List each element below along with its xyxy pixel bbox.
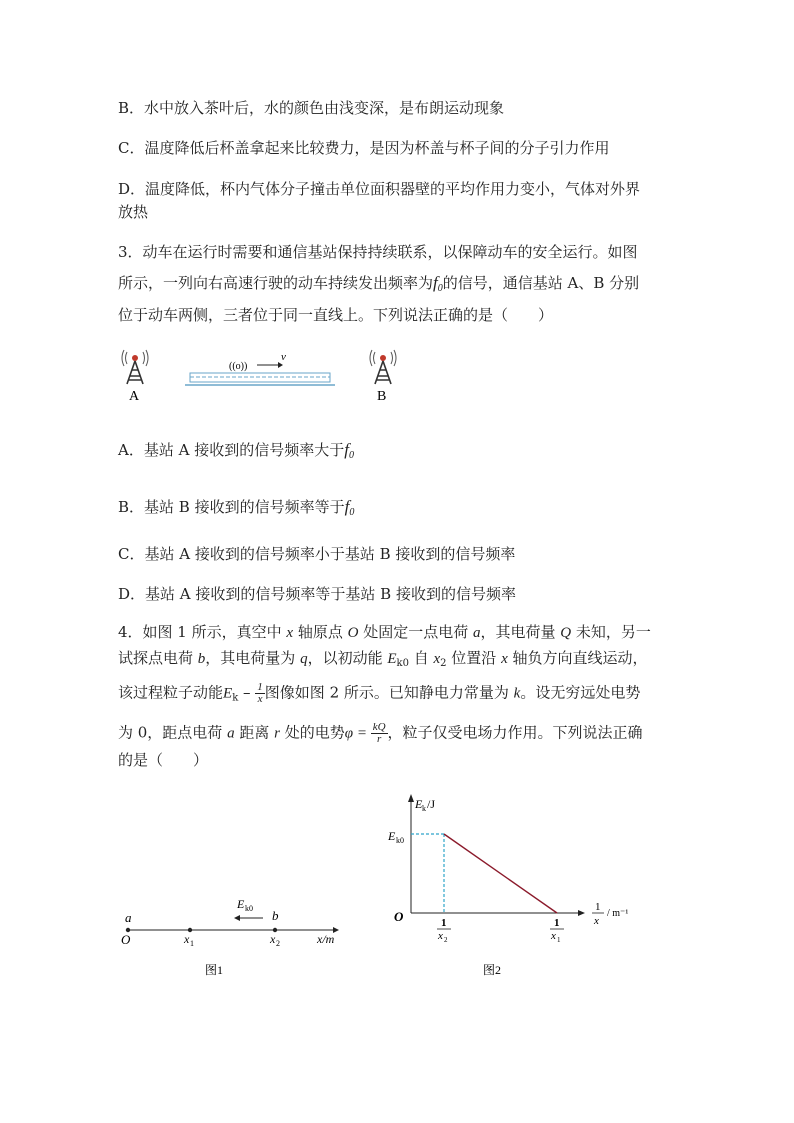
q3-stem-line1: 3．动车在运行时需要和通信基站保持持续联系，以保障动车的安全运行。如图 bbox=[118, 243, 638, 261]
option-q2-d-cont: 放热 bbox=[118, 203, 149, 221]
x-axis-den: x bbox=[594, 915, 599, 927]
tick-1-sub: 2 bbox=[444, 936, 448, 944]
tower-b-label: B bbox=[377, 389, 387, 404]
origin-label: O bbox=[394, 909, 404, 924]
y-axis-sub: k bbox=[422, 804, 426, 813]
origin-label: O bbox=[121, 932, 131, 947]
train-icon bbox=[185, 373, 335, 385]
ek0-sub: k0 bbox=[245, 904, 253, 913]
ek0-tick-sub: k0 bbox=[396, 836, 404, 845]
q4-stem-line5: 的是（ ） bbox=[118, 751, 209, 769]
ek0-label: E bbox=[237, 897, 245, 911]
x-axis-label: x/m bbox=[317, 932, 335, 946]
x1-label: x bbox=[184, 932, 190, 946]
tick-2-sub: 1 bbox=[557, 936, 561, 944]
q3-stem-line2: 所示，一列向右高速行驶的动车持续发出频率为$f_0$的信号，通信基站 A、B 分别 bbox=[118, 273, 640, 294]
tower-a-label: A bbox=[129, 389, 140, 404]
option-q3-a: A．基站 A 接收到的信号频率大于$f_0$ bbox=[118, 440, 354, 461]
option-q2-d: D．温度降低，杯内气体分子撞击单位面积器壁的平均作用力变小，气体对外界 bbox=[118, 180, 641, 198]
option-q3-d: D．基站 A 接收到的信号频率等于基站 B 接收到的信号频率 bbox=[118, 585, 516, 603]
y-axis-label: E bbox=[415, 797, 423, 811]
tick-2-num: 1 bbox=[554, 917, 560, 929]
x2-label: x bbox=[270, 932, 276, 946]
tower-a-icon bbox=[122, 350, 148, 384]
x-axis-unit: / m⁻¹ bbox=[607, 908, 629, 919]
figure-1 bbox=[115, 880, 355, 980]
tick-2-den: x bbox=[551, 930, 556, 942]
charge-a-label: a bbox=[125, 910, 132, 925]
tick-1-num: 1 bbox=[441, 917, 447, 929]
tower-b-icon bbox=[370, 350, 396, 384]
y-axis-unit: /J bbox=[427, 797, 436, 811]
q4-stem-line3: 该过程粒子动能$E_k$ – $\frac{1}{x}$ 图像如图 2 所示。已知静电力常量为 k。设无穷远处电势 bbox=[118, 681, 641, 705]
figure-2 bbox=[380, 788, 640, 980]
q4-stem-line4: 为 0，距点电荷 a 距离 r 处的电势φ = $\frac{kQ}{r}$ ，粒子仅受电场力作用。下列说法正确 bbox=[118, 721, 643, 745]
tick-1-den: x bbox=[438, 930, 443, 942]
option-q3-c: C．基站 A 接收到的信号频率小于基站 B 接收到的信号频率 bbox=[118, 545, 516, 563]
option-q2-c: C．温度降低后杯盖拿起来比较费力，是因为杯盖与杯子间的分子引力作用 bbox=[118, 139, 610, 157]
ek0-tick: E bbox=[388, 829, 396, 843]
signal-icon: ((o)) bbox=[229, 361, 248, 372]
train-station-figure bbox=[115, 348, 415, 406]
figure-2-caption: 图2 bbox=[483, 963, 502, 977]
option-q3-b: B．基站 B 接收到的信号频率等于$f_0$ bbox=[118, 497, 355, 518]
x-axis-num: 1 bbox=[595, 901, 601, 913]
q3-stem-line3: 位于动车两侧，三者位于同一直线上。下列说法正确的是（ ） bbox=[118, 306, 554, 324]
q4-stem-line2: 试探点电荷 b，其电荷量为 q，以初动能 $E_{k0}$ 自 $x_2$ 位置沿 x 轴负方向直线运动， bbox=[118, 649, 648, 669]
x2-sub: 2 bbox=[276, 939, 280, 948]
velocity-label: v bbox=[281, 351, 286, 363]
charge-b-label: b bbox=[272, 908, 279, 923]
figure-1-caption: 图1 bbox=[205, 963, 224, 977]
option-q2-b: B．水中放入茶叶后，水的颜色由浅变深，是布朗运动现象 bbox=[118, 99, 505, 117]
x1-sub: 1 bbox=[190, 939, 194, 948]
q4-stem-line1: 4．如图 1 所示，真空中 x 轴原点 O 处固定一点电荷 a，其电荷量 Q 未知，另一 bbox=[118, 623, 651, 641]
ek-line bbox=[444, 834, 557, 913]
